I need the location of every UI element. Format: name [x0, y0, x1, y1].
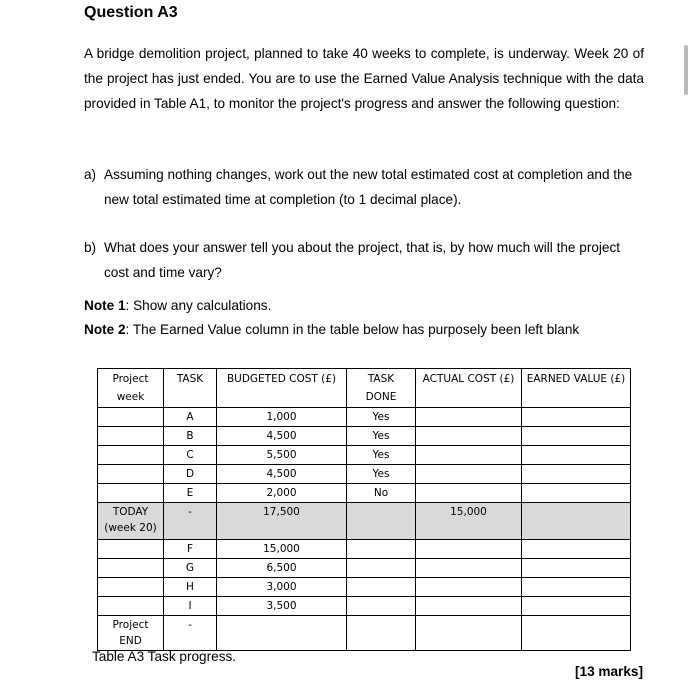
question-b [84, 235, 646, 285]
task-done-cell: Yes [347, 408, 416, 427]
task-cell: - [164, 503, 217, 540]
task-cell: F [164, 540, 217, 559]
table-row [98, 446, 631, 465]
table-header-row [98, 369, 631, 408]
end-week-cell: Project END [98, 616, 164, 651]
header-task: TASK [164, 369, 217, 408]
budgeted-cost-cell: 6,500 [217, 559, 347, 578]
intro-paragraph: A bridge demolition project, planned to take 40 weeks to complete, is underway. Week 20 of the project has just ended. You are to use the Earned Value Analysis technique with the data provided in Table A1, to monitor the project's progress and answer the following question: [84, 46, 644, 111]
table-row [98, 559, 631, 578]
budgeted-cost-cell: 15,000 [217, 540, 347, 559]
marks-label: [13 marks] [574, 664, 643, 679]
budgeted-cost-cell: 4,500 [217, 465, 347, 484]
table-caption: Table A3 Task progress. [92, 649, 237, 664]
scrollbar-thumb[interactable] [684, 45, 688, 95]
note-2 [84, 322, 579, 337]
header-actual-cost: ACTUAL COST (£) [416, 369, 522, 408]
budgeted-cost-cell: 2,000 [217, 484, 347, 503]
budgeted-cost-cell: 1,000 [217, 408, 347, 427]
table-row [98, 465, 631, 484]
task-cell: I [164, 597, 217, 616]
task-cell: E [164, 484, 217, 503]
question-title: Question A3 [84, 4, 178, 21]
task-cell: B [164, 427, 217, 446]
table-row [98, 578, 631, 597]
question-a [84, 162, 646, 212]
header-project-week: Project week [98, 369, 164, 408]
note-2-label: Note 2 [84, 322, 126, 337]
budgeted-cost-cell: 4,500 [217, 427, 347, 446]
note-1-text: : Show any calculations. [125, 298, 272, 313]
header-earned-value: EARNED VALUE (£) [522, 369, 631, 408]
task-cell: G [164, 559, 217, 578]
note-2-text: : The Earned Value column in the table below has purposely been left blank [125, 322, 580, 337]
table-row [98, 408, 631, 427]
table-row-today [98, 503, 631, 540]
task-cell: H [164, 578, 217, 597]
budgeted-cost-cell: 3,500 [217, 597, 347, 616]
task-progress-table [97, 368, 631, 651]
table-row [98, 540, 631, 559]
question-b-text: What does your answer tell you about the project, that is, by how much will the project cost and time vary? [104, 240, 621, 280]
task-cell: - [164, 616, 217, 651]
header-task-done: TASK DONE [347, 369, 416, 408]
note-1 [84, 298, 271, 313]
task-done-cell: Yes [347, 446, 416, 465]
budgeted-cost-cell: 17,500 [217, 503, 347, 540]
header-budgeted-cost: BUDGETED COST (£) [217, 369, 347, 408]
table-row [98, 484, 631, 503]
task-cell: A [164, 408, 217, 427]
task-cell: C [164, 446, 217, 465]
table-row [98, 597, 631, 616]
question-a-label: a) [84, 167, 97, 182]
table-row [98, 427, 631, 446]
budgeted-cost-cell: 5,500 [217, 446, 347, 465]
actual-cost-cell: 15,000 [416, 503, 522, 540]
today-week-cell: TODAY (week 20) [98, 503, 164, 540]
note-1-label: Note 1 [84, 298, 126, 313]
question-b-label: b) [84, 240, 97, 255]
table-row-end [98, 616, 631, 651]
task-done-cell: Yes [347, 465, 416, 484]
task-done-cell: No [347, 484, 416, 503]
budgeted-cost-cell: 3,000 [217, 578, 347, 597]
task-cell: D [164, 465, 217, 484]
task-done-cell: Yes [347, 427, 416, 446]
question-a-text: Assuming nothing changes, work out the new total estimated cost at completion and the new total estimated time at completion (to 1 decimal place). [104, 167, 633, 207]
